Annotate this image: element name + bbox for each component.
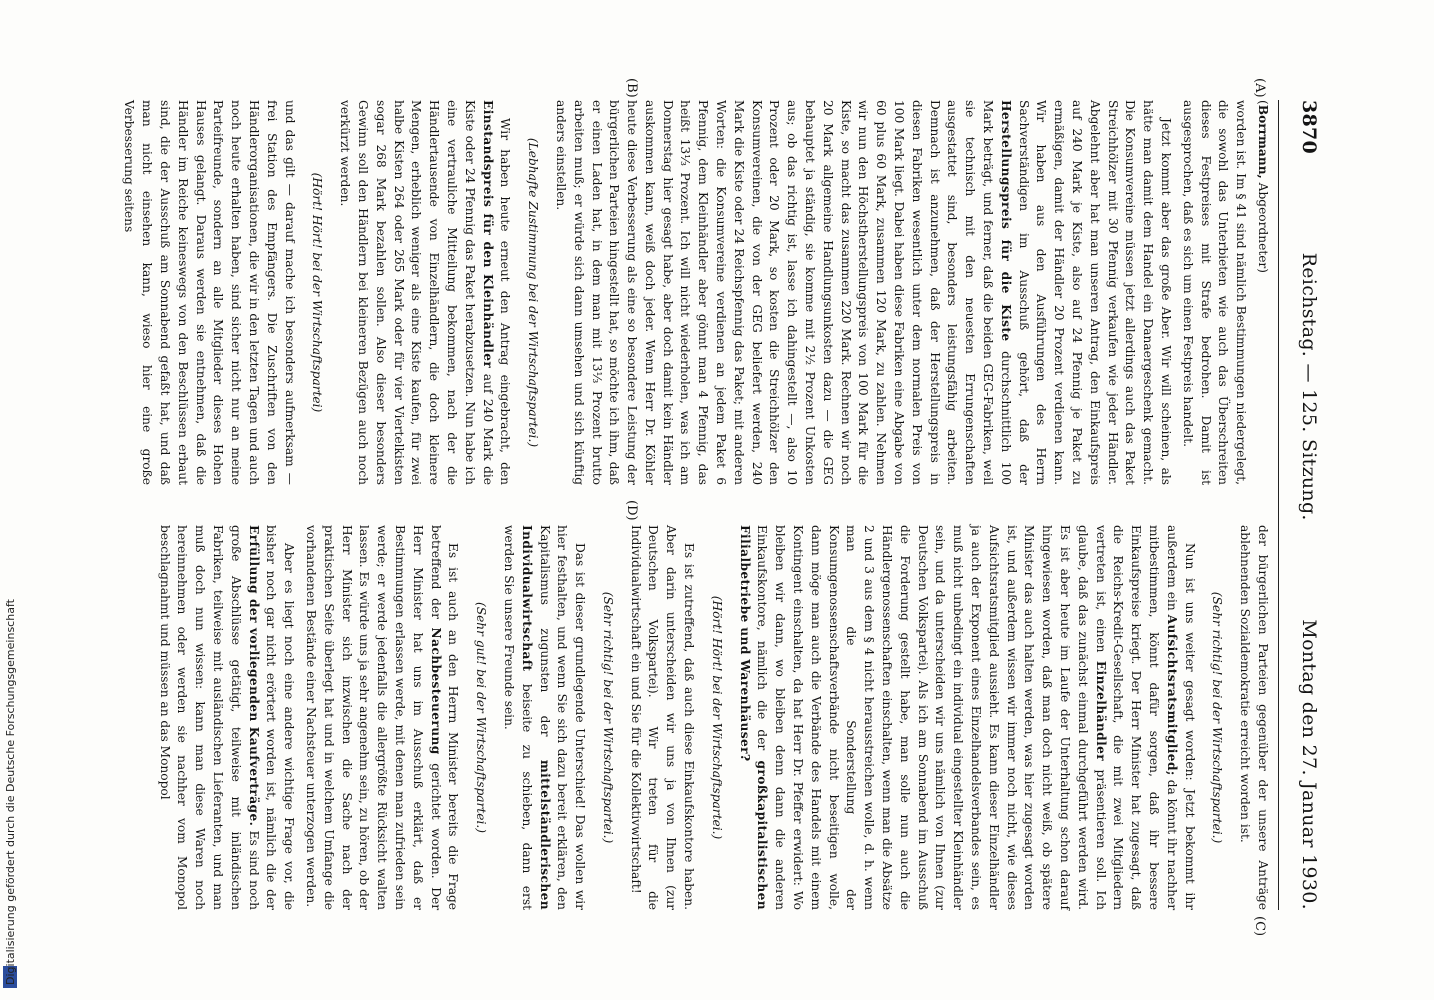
paragraph [735,525,1198,910]
interjection: (Sehr richtig! bei der Wirtschaftspartei.) [600,591,615,844]
session-title: Reichstag. — 125. Sitzung. [1298,252,1320,521]
margin-mark-b: (B) [624,78,639,98]
page-header [1278,100,1339,910]
paragraph: worden ist. Im § 41 sind nämlich Bestimmungen niedergelegt, die sowohl das Unterbieten wie auch das Überschreiten dieses Festpreises mit Strafe bedrohen. Damit ist ausgesprochen, daß es sich um einen Festpreis handelt. [1180,100,1249,485]
emphasis: Einzelhändler [1093,660,1108,762]
emphasis: großkapitalistischen Filialbetriebe und Warenhäuser? [737,525,770,910]
margin-mark-a: (A) [1252,78,1267,98]
text-run: Wir haben heute erneut den Antrag eingebracht, den [498,118,513,485]
paragraph [335,100,513,485]
speaker-name: Borrmann, [1256,104,1270,179]
left-column [122,100,1271,486]
paragraph [155,525,297,910]
paragraph: (Borrmann, Abgeordneter) [1256,100,1270,274]
text-run: gerichtet worden. Der Herr Minister hat uns im Ausschuß erklärt, daß er Bestimmungen erlassen werde, mit denen man zufrieden sein werde; er werde jedenfalls die allergrößte Rücksicht walten lassen. Es würde uns ja sehr angenehm sein, zu hören, ob der Herr Minister sich inzwischen die Sache nach der praktischen Seite überlegt hat und in welchem Umfange die vorhandenen Bestände einer Nachsteuer unterzogen werden. [303,525,443,911]
text-run: Aber es liegt noch eine andere wichtige Frage vor, die bisher noch gar nicht erörtert worden ist, nämlich die der [264,525,297,910]
emphasis: Erfüllung der vorliegenden Kaufverträge. [246,525,261,827]
emphasis: mittelständlerischen Individualwirtschaft [519,525,552,910]
text-run: auf 240 Mark die Kiste oder 24 Pfennig das Paket herabzusetzen. Nun habe ich eine vertrauliche Mitteilung bekommen, nach der die Händlertausende von Einzelhändlern, die doch kleinere Mengen, erheblich weniger als eine Kiste kaufen, für zwei halbe Kisten 264 oder 265 Mark oder für vier Viertelkisten sogar 268 Mark bezahlen sollen. Also dieser besonders Gewinn soll den Händlern bei kleineren Bezügen auch noch verkürzt werden. [338,100,495,485]
paragraph: der bürgerlichen Parteien gegenüber der unsere Anträge ablehnenden Sozialdemokratie erreicht worden ist. [1238,525,1270,910]
margin-mark-c: (C) [1252,916,1267,937]
paragraph: und das gilt — darauf mache ich besonders aufmerksam — frei Station des Empfängers. Die Zuschriften von den Händlerorganisationen, die wir in den letzten Tagen und auch noch heute erhalten haben, sind sicher nicht nur an meine Parteifreunde, sondern an alle Mitglieder dieses Hohen Hauses gelangt. Daraus werden sie entnehmen, daß die Händler im Reiche keineswegs von den Beschlüssen erbaut sind, die der Ausschuß am Sonnabend gefaßt hat, und daß man nicht einsehen kann, wieso hier eine große Verbesserung seitens [122,100,297,485]
interjection: (Sehr gut! bei der Wirtschaftspartei.) [474,601,489,833]
text-run: Nun ist uns weiter gesagt worden: Jetzt bekommt ihr außerdem ein [1164,525,1197,910]
text-run: Das ist dieser grundlegende Unterschied! Das wollen wir hier festhalten, und wenn Sie sich dazu bereit erklären, den Kapitalismus zugunsten der [537,525,588,910]
paragraph [301,525,461,910]
paragraph: Es ist zutreffend, daß auch diese Einkaufskontore haben. Aber darin unterscheiden wir uns ja von Ihnen (zur Deutschen Volkspartei). Wir treten für die Individualwirtschaft ein und Sie für die Kollektivwirtschaft! [628,525,697,910]
paragraph [499,525,588,910]
text-run: Jetzt kommt aber das große Aber. Wir will scheinen, als hätte man damit dem Handel ein Danaergeschenk gemacht. Die Konsumvereine müssen jetzt allerdings auch das Paket Streichhölzer mit 30 Pfennig verkaufen wie jeder Händler. Abgelehnt aber hat man unseren Antrag, den Einkaufspreis auf 240 Mark je Kiste, also auf 24 Pfennig je Paket zu ermäßigen, damit der Händler 20 Prozent verdienen kann. Wir haben aus den Ausführungen des Herrn Sachverständigen im Ausschuß gehört, daß der [1016,100,1174,485]
emphasis: Nachbesteuerung [428,627,443,755]
rotated-page-content [109,0,1339,1000]
text-run: Es sind noch große Abschlüsse getätigt, teilweise mit inländischen Fabriken, teilweise mit ausländischen Lieferanten, und man muß doch nun wissen: kann man diese Waren noch hereinnehmen oder werden sie nachher vom Monopol beschlagnahmt und müssen an das Monopol [157,525,261,910]
paragraph [551,100,1174,485]
interjection: (Lebhafte Zustimmung bei der Wirtschaftspartei.) [526,137,541,448]
digitization-credit: Digitalisierung gefördert durch die Deutsche Forschungsgemeinschaft [4,599,17,985]
interjection: (Hört! Hört! bei der Wirtschaftspartei.) [709,595,724,840]
emphasis: Einstandspreis für den Kleinhändler [480,100,495,369]
right-column [131,525,1271,910]
text-run: beiseite zu schieben, dann erst werden Sie unsere Freunde sein. [501,525,534,910]
interjection: (Sehr richtig! bei der Wirtschaftspartei.) [1210,591,1225,844]
emphasis: Herstellungspreis für die Kiste [998,100,1013,342]
text-run: durchschnittlich 100 Mark beträgt, und ferner, daß die beiden GEG-Fabriken, weil sie technisch mit den neuesten Errungenschaften ausgestattet sind, besonders leistungsfähig arbeiten. Demnach ist anzunehmen, daß der Herstellungspreis in diesen Fabriken wesentlich unter dem normalen Preis von 100 Mark liegt. Dabei haben diese Fabriken eine Abgabe von 60 plus 60 Mark, zusammen 120 Mark, zu zahlen. Nehmen wir nun den Höchstherstellungspreis von 100 Mark für die Kiste, so macht das zusammen 220 Mark. Rechnen wir noch 20 Mark allgemeine Handlungsunkosten dazu — die GEG behauptet ja ständig, sie komme mit 2½ Prozent Unkosten aus; ob das richtig ist, lasse ich dahingestellt —, also 10 Prozent oder 20 Mark, so kosten die Streichhölzer den Konsumvereinen, die von der GEG beliefert werden, 240 Mark die Kiste oder 24 Reichspfennig das Paket; mit anderen Worten: die Konsumvereine verdienen an jedem Paket 6 Pfennig, dem Kleinhändler aber gönnt man 4 Pfennig, das heißt 13⅓ Prozent. Ich will nicht wiederholen, was ich am Donnerstag hier gesagt habe, aber doch damit kein Händler auskommen kann, weiß doch jeder. Wenn Herr Dr. Köhler heute diese Verbesserung als eine so besondere Leistung der bürgerlichen Parteien hingestellt hat, so möchte ich ihm, daß er einen Laden hat, in dem man mit 13⅓ Prozent brutto arbeiten muß; er würde sich dann umsehen und sich künftig anders einstellen. [553,100,1013,486]
text-run: präsentieren soll. Ich glaube, daß das zunächst einmal durchgeführt werden wird. Es ist aber heute im Laufe der Unterhaltung schon darauf hingewiesen worden, daß man doch nicht weiß, ob spätere Minister das auch halten werden, was hier zugesagt worden ist, und außerdem wissen wir immer noch nicht, wie dieses Aufsichtsratsmitglied aussieht. Es kann dieser Einzelhändler ja auch der Exponent eines Einzelhandelsverbandes sein, es muß nicht unbedingt ein individual eingestellter Kleinhändler sein, und da unterscheiden wir uns nämlich von Ihnen (zur Deutschen Volkspartei). Als ich am Sonnabend im Ausschuß die Forderung gestellt habe, man solle nun auch die Händlergenossenschaften einschalten, wenn man die Absätze 2 und 3 aus dem § 4 nicht herausstreichen wolle, d. h. wenn man die Sonderstellung der Konsumgenossenschaftsverbände nicht beseitigen wolle, dann möge man auch die Verbände des Handels mit einem Kontingent einschalten, da hat Herr Dr. Pfeffer erwidert: Wo bleiben wir dann, wo bleiben denn dann die anderen Einkaufskontore, nämlich die der [755,525,1108,911]
footer-strip [0,0,24,1000]
page-number: 3870 [1298,100,1320,155]
emphasis: Aufsichtsratsmitglied; [1164,614,1179,776]
text-run: da könnt ihr nachher mitbestimmen, könnt dafür sorgen, daß ihr bessere Einkaufspreise kriegt. Der Herr Minister hat zugesagt, daß die Reichs-Kredit-Gesellschaft, die mit zwei Mitgliedern vertreten ist, einen [1093,525,1179,911]
text-run: Es ist auch an den Herrn Minister bereits die Frage betreffend der [428,525,461,910]
interjection: (Hört! Hört! bei der Wirtschaftspartei) [310,172,325,413]
speaker-role: Abgeordneter) [1256,182,1270,274]
session-date: Montag den 27. Januar 1930. [1298,619,1320,910]
margin-mark-d: (D) [624,500,639,521]
